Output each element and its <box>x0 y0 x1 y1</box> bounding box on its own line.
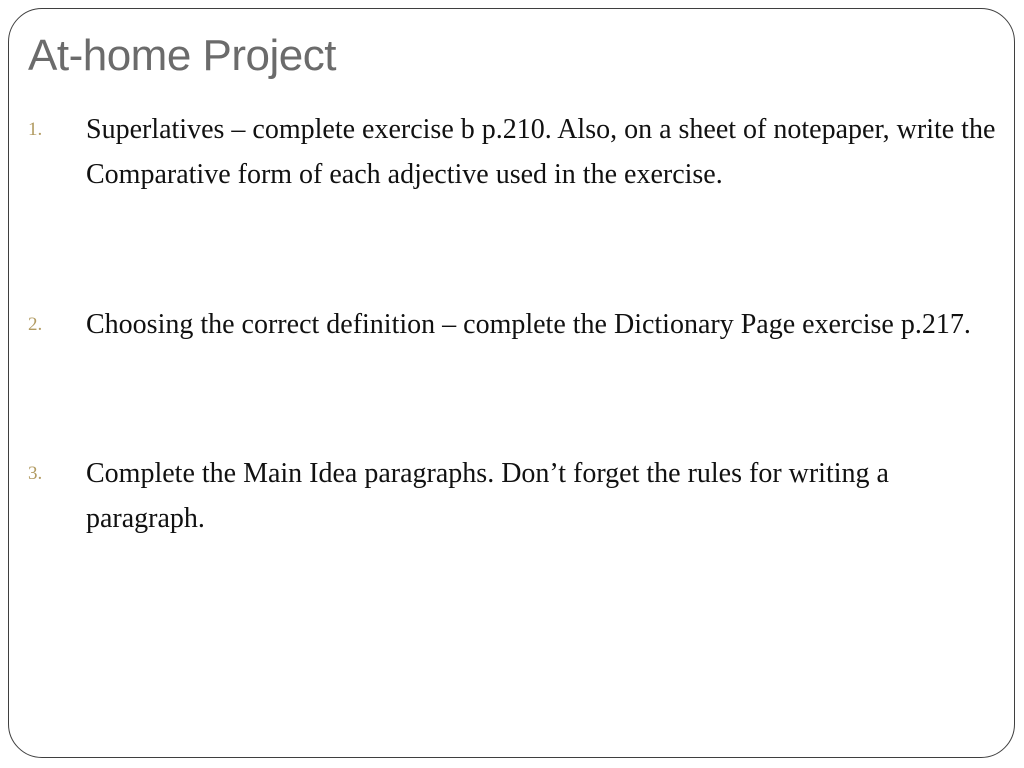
list-item-text: Complete the Main Idea paragraphs. Don’t forget the rules for writing a paragraph. <box>86 458 889 534</box>
list-item-text: Superlatives – complete exercise b p.210. Also, on a sheet of notepaper, write the Comparative form of each adjective used in the exercise. <box>86 114 996 190</box>
list-item-number: 3. <box>28 463 43 484</box>
list-item-number: 1. <box>28 119 43 140</box>
slide-title: At-home Project <box>28 31 336 80</box>
list-item-text: Choosing the correct definition – complete the Dictionary Page exercise p.217. <box>86 309 971 340</box>
list-item-number: 2. <box>28 314 43 335</box>
